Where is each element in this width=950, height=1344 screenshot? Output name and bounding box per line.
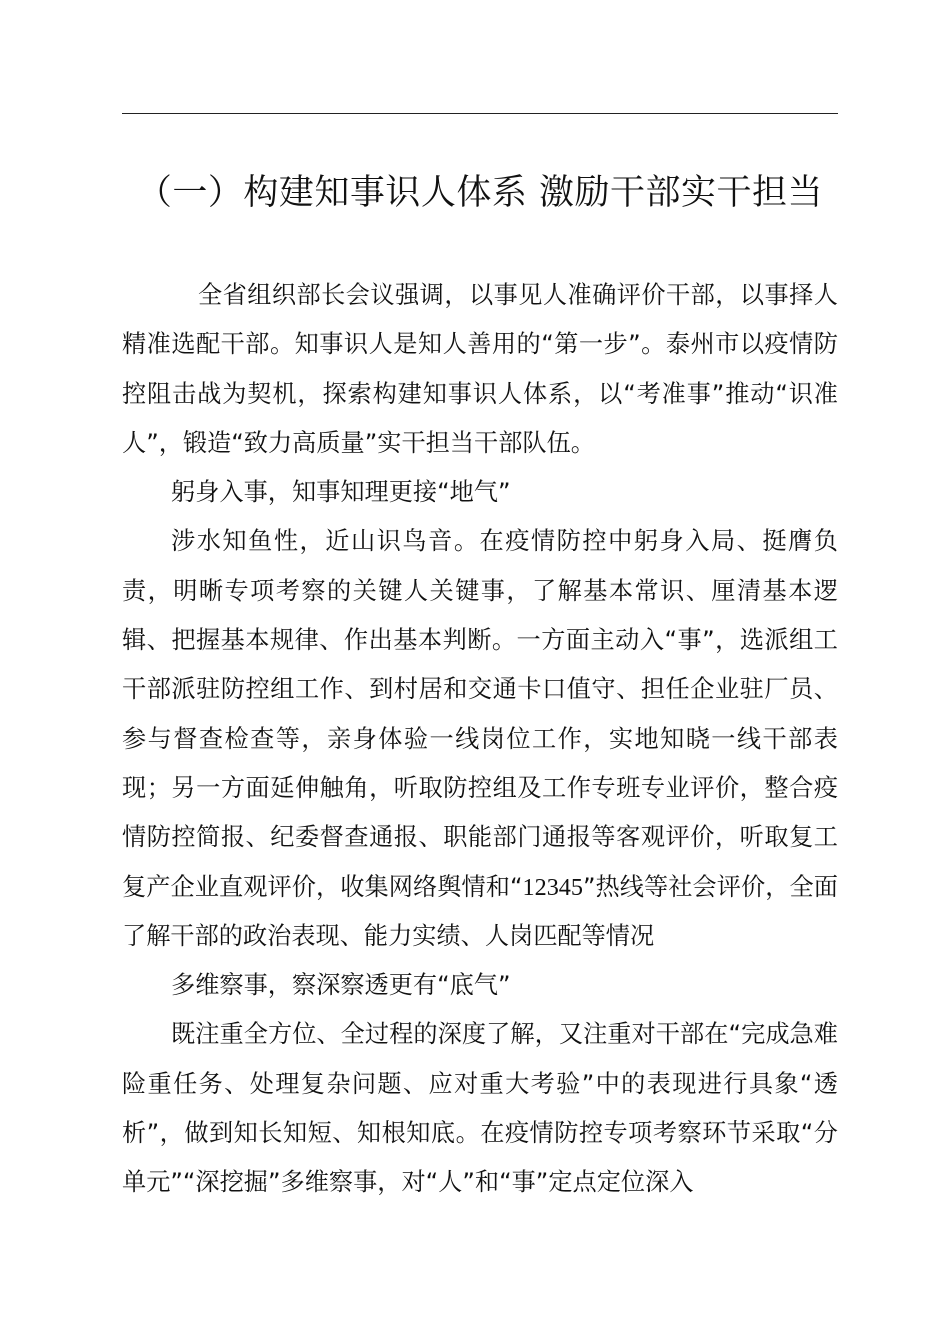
paragraph-grounded-text: 涉水知鱼性，近山识鸟音。在疫情防控中躬身入局、挺膺负责，明晰专项考察的关键人关键事，了解基本常识、厘清基本逻辑、把握基本规律、作出基本判断。一方面主动入“事”，选派组工干部派驻防控组工作、到村居和交通卡口值守、担任企业驻厂员、参与督查检查等，亲身体验一线岗位工作，实地知晓一线干部表现；另一方面延伸触角，听取防控组及工作专班专业评价，整合疫情防控简报、纪委督查通报、职能部门通报等客观评价，听取复工复产企业直观评价，收集网络舆情和“ (122, 527, 838, 901)
paragraph-grounded (122, 517, 838, 961)
paragraph-multidimensional: 既注重全方位、全过程的深度了解，又注重对干部在“完成急难险重任务、处理复杂问题、应对重大考验”中的表现进行具象“透析”，做到知长知短、知根知底。在疫情防控专项考察环节采取“分单元”“深挖掘”多维察事，对“人”和“事”定点定位深入 (122, 1020, 838, 1197)
section-heading: （一）构建知事识人体系 激励干部实干担当 (136, 173, 824, 213)
subheading-multidimensional: 多维察事，察深察透更有“底气” (171, 971, 511, 1000)
document-body (122, 271, 838, 1208)
paragraph-intro: 全省组织部长会议强调，以事见人准确评价干部，以事择人精准选配干部。知事识人是知人善用的“第一步”。泰州市以疫情防控阻击战为契机，探索构建知事识人体系，以“考准事”推动“识准人”，锻造“致力高质量”实干担当干部队伍。 (122, 281, 838, 457)
subheading-grounded: 躬身入事，知事知理更接“地气” (171, 478, 511, 507)
hotline-number: 12345 (522, 873, 583, 901)
header-rule (122, 113, 838, 114)
paragraph-grounded-tail: ”热线等社会评价，全面了解干部的政治表现、能力实绩、人岗匹配等情况 (122, 872, 838, 950)
